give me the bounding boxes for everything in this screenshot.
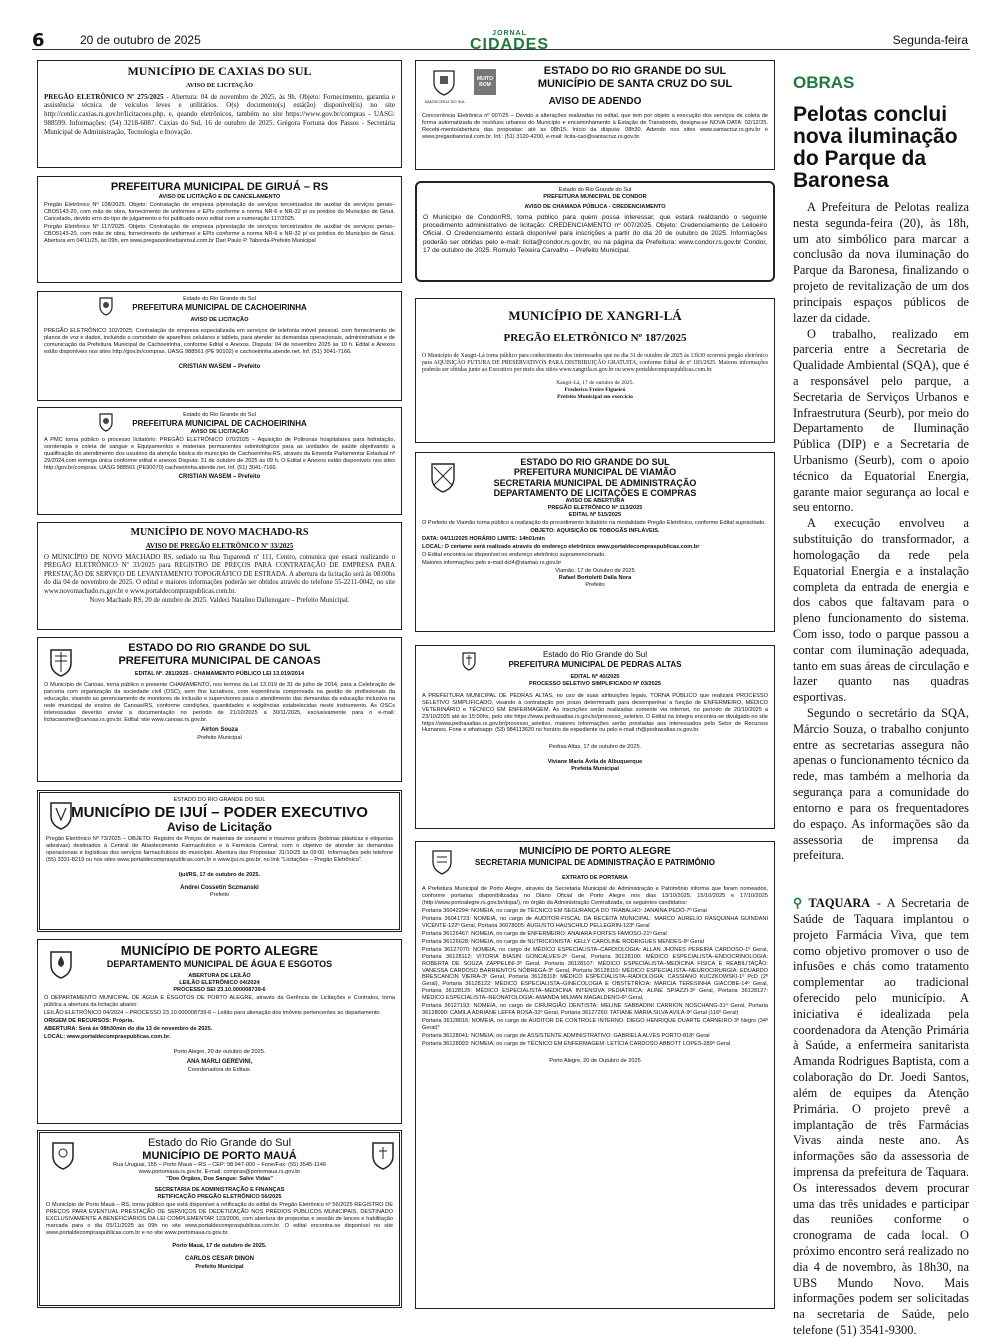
ad-state: ESTADO DO RIO GRANDE DO SUL — [128, 642, 311, 654]
ad-subtitle: AVISO DE LICITAÇÃO E DE CANCELAMENTO — [158, 193, 281, 200]
ad-date: Ijuí/RS, 17 de outubro de 2025. — [178, 871, 261, 878]
ad-title: PREFEITURA MUNICIPAL DE VIAMÃO — [513, 467, 677, 478]
ad-title: PREFEITURA MUNICIPAL DE PEDRAS ALTAS — [508, 660, 682, 669]
ad-signature: CRISTIAN WASEM – Prefeito — [178, 363, 261, 370]
ad-dmae — [37, 939, 402, 1124]
ad-title: MUNICÍPIO DE PORTO MAUÁ — [142, 1149, 297, 1162]
ad-title: MUNICÍPIO DE IJUÍ – PODER EXECUTIVO — [71, 803, 368, 821]
ad-objeto: OBJETO: AQUISIÇÃO DE TOBOGÃS INFLÁVEIS. — [530, 528, 660, 535]
ad-porto-maua — [37, 1130, 402, 1308]
crest-icon — [50, 1139, 76, 1171]
ad-signature: Rafael Bortoletti Dalla Nora — [558, 575, 632, 582]
crest-icon — [461, 651, 477, 671]
ad-signature-role: Prefeito — [585, 582, 605, 589]
article-paragraph: O trabalho, realizado em parceria entre a Secretaria de Qualidade Ambiental (SQA), que é a responsável pelo parque, a Secretaria de Serviços Urbanos e Infraestrutura (Seurb), por meio do Departamento de Iluminação Pública (DIP) e a Secretaria de Urbanismo (Seurb), com o apoio técnico da Equatorial Energia, garante maior segurança ao local e seu entorno. — [793, 326, 969, 515]
ad-heading: RETIFICAÇÃO PREGÃO ELETRÔNICO 56/2025 — [157, 1194, 282, 1201]
ad-heading: SECRETARIA DE ADMINISTRAÇÃO E FINANÇAS — [154, 1187, 285, 1194]
ad-body: O Município de Condor/RS, torna público para quem possa interessar, que estará realizando o seguinte procedimento administrativo de licitação: CREDENCIAMENTO nº 007/2025. Objeto: Credenciamento de Leiloeiro Oficial. O Credenciamento estará disponível para inscrições a partir do dia 20 de outubro de 2025. Informações poderão ser obtidas pelo e-mail: licita@condor.rs.gov.br, ou na página da Prefeitura: www.condor.rs.gov.br Condor, 17 de outubro de 2025. Romulo Teixeira Carvalho – Prefeito Municipal. — [423, 213, 767, 254]
ad-condor — [415, 181, 775, 282]
ad-date: Porto Alegre, 20 de Outubro de 2025 — [549, 1058, 641, 1065]
ad-signature-role: Prefeito — [209, 892, 230, 899]
ad-body: Pregão Eletrônico Nº 73/2025 – OBJETO: Registro de Preços de materiais de consumo e insumos gráficos (bobinas plásticas e etiquetas adesivas) destinados à Central de Abastecimento Farmacêutico e à Farmácia Central, com o objetivo de atender às demandas operacionais e logísticas dos serviços farmacêuticos do município. Abertura das Propostas: 31/10/25 às 09:00. Informações pelo telefone (55) 3331-8219 ou nos sites www.portaldecompraspublicas.com.br e www.ijui.rs.gov.br, no link "Licitações – Pregão Eletrônico". — [46, 836, 393, 863]
ad-subtitle: AVISO DE LICITAÇÃO — [190, 316, 249, 323]
ad-state: Estado do Rio Grande do Sul — [147, 1137, 292, 1149]
page-number: 6 — [32, 30, 45, 51]
ad-heading: EDITAL Nº 40/2025 — [570, 673, 620, 680]
ad-heading: EXTRATO DE PORTARIA — [562, 874, 628, 881]
ad-signature: Viviane Maria Ávila de Albuquerque — [547, 759, 643, 766]
ad-signature-role: Prefeito Municipal — [197, 734, 242, 741]
portaria-item: Portaria 36127193: NOMEIA, no cargo de CIRURGIÃO DENTISTA: MELINE SABBADINI CARRION NOSCHANG-31º Geral, Portaria 36128090: CAMILA ADRIANE LEFFA ROSA-32º Geral, Portaria 36127260: TATIANE MARIA SILVA AVILA-9º Geral (116º Geral) — [422, 1003, 768, 1017]
ad-cachoeirinha-2 — [37, 407, 402, 515]
ad-title: PREFEITURA MUNICIPAL DE CANOAS — [118, 654, 321, 667]
ad-state: ESTADO DO RIO GRANDE DO SUL — [543, 65, 727, 77]
location-pin-icon: ⚲ — [793, 896, 803, 911]
crest-icon — [48, 948, 74, 980]
ad-signature-role: Prefeito Municipal em exercício — [557, 394, 633, 401]
ad-abertura: ABERTURA: Será às 08h30min do dia 13 de novembro de 2025. — [44, 1026, 213, 1033]
ad-canoas — [37, 637, 402, 782]
ad-web: www.portomaua.rs.gov.br. E-mail: compras@portomaua.rs.gov.br — [138, 1169, 301, 1176]
ad-data: DATA: 04/11/2025 HORÁRIO LIMITE: 14h01min — [422, 536, 545, 543]
ad-heading: EDITAL Nº 515/2025 — [568, 512, 622, 519]
ad-address: Rua Uruguai, 155 – Porto Mauá – RS – CEP: 98.947-000 – Fone/Fax: (55) 3545-1146 — [113, 1162, 326, 1169]
ad-subtitle: EDITAL Nº. 281/2025 - CHAMAMENTO PÚBLICO LEI 13.019/2014 — [134, 671, 305, 678]
ad-body: A PMC torna público o processo licitatório: PREGÃO ELETRÔNICO 070/2025 – Aquisição de Poltronas hospitalares para hidratação, soroterapia e coleta de sangue e Equipamentos e materiais permanentes odontológicos para as unidades de saúde objetivando a qualificação do atendimento dos usuários da atenção básica do município de Cachoeirinha-RS, através da Emenda Parlamentar Estadual nº 29/2024,com entrega única conforme edital e anexos Disputa: 31 de outubro de 2025 às 09 h. O Edital e Anexos estão disponíveis nos sites http://gov.br/compras, UASG 988561 (PE90070) cachoeirinha.atende.net. Inf. (51) 3041-7166. — [44, 436, 395, 471]
crest-icon — [48, 646, 74, 678]
ad-date: Xangri-Lá, 17 de outubro de 2025. — [556, 380, 634, 387]
ad-body: - Abertura: 04 de novembro de 2025, às 9h. Objeto: Fornecimento, garantia e assistência técnica de veículos leves e utilitários. O(s) documento(s) está(ão) disponível(is) no site http://cenlic.caxias.rs.gov.br/licitacoes.php, e, quando eletrônicos, também no site https://www.gov.br/compras - UASG: 988599. Informações: (54) 3218-6087. Caxias do Sul, 16 de outubro de 2025. Grégora Fortuna dos Passos - Secretária Municipal de Administração, Tecnologia e Inovação. — [44, 92, 396, 136]
ad-date: Porto Mauá, 17 de outubro de 2025. — [172, 1243, 267, 1250]
ad-paragraph: Pregão Eletrônico Nº 117/2025. Objeto: Contratação de empresa p/prestação de serviços terceirizados de auxiliar de serviços gerais–CBO5143-20, com mão de obra, fornecimento de uniformes e EPIs conforme a norma NR-6 e NR-32 p/ os prédios do Município de Giruá. Abertura em 04/11/25, às 09h, em www.pregaoonlinebanrisul.com.br Dari Paulo P. Taborda-Prefeito Municipal — [44, 223, 395, 244]
header-weekday: Segunda-feira — [892, 33, 968, 47]
ad-signature-role: Prefeita Municipal — [571, 766, 619, 773]
ad-signature: Airton Souza — [201, 727, 238, 734]
ad-signature: Andrei Cossetin Sczmanski — [180, 884, 259, 891]
ad-subtitle: AVISO DE CHAMADA PÚBLICA - CREDENCIAMENTO — [524, 203, 666, 210]
ad-signature: Frederico Freire Figueiró — [564, 387, 626, 394]
portaria-item: Portaria 36127070: NOMEIA, no cargo de MÉDICO ESPECIALISTA–CARDIOLOGIA: ALLAN JHONES PEREIRA CARDOSO-1º Geral, Portaria 36128112: VITORIA BIASIN GONCALVES-2º Geral, Portaria 36128100: MÉDICO ESPECIALISTA–ENDOCRINOLOGIA: ROBERTA DE SOUZA ZAPPELINI-3º Geral, Portaria 36128107: MÉDICO ESPECIALISTA–MEDICINA FÍSICA E REABILITAÇÃO: VANESSA CARDOSO BARRIENTOS NÓBREGA-3º Geral, Portaria 36128110: MÉDICO ESPECIALISTA–NEUROCIRURGIA: EDUARDO BRESCANCIN VIEIRA-3º Geral, Portaria 36128118: MÉDICO ESPECIALISTA–RADIOLOGIA: CASSIANO KUCZKOWSKI-1º PcD (2º Geral), Portaria 36128122: MÉDICO ESPECIALISTA–GINECOLOGIA E OBSTETRÍCIA: MARCIA TERESINHA GIACOBE-14º Geral, Portaria 36128125: MÉDICO ESPECIALISTA–MEDICINA INTENSIVA PEDIÁTRICA: ALINE SPIAZZI-3º Geral, Portaria 36128127: MÉDICO ESPECIALISTA–NEONATOLOGIA: AMANDA MILMAN MAGALDENO-6º Geral, — [422, 946, 768, 1002]
ad-santa-cruz — [415, 60, 775, 170]
ad-title: MUNICÍPIO DE SANTA CRUZ DO SUL — [537, 77, 733, 90]
ad-state: ESTADO DO RIO GRANDE DO SUL — [173, 797, 266, 803]
ad-title: MUNICÍPIO DE PORTO ALEGRE — [519, 846, 671, 857]
ad-body: A Prefeitura Municipal de Porto Alegre, através da Secretaria Municipal de Administração e Patrimônio informa que foram nomeados, conforme portarias disponibilizadas no Diário Oficial de Porto Alegre nos dias 13/10/2025, 15/10/2025 e 17/10/2025 (http://www.portoalegre.rs.gov.br/dopa/), no órgão da Administração Centralizada, os seguintes candidatos: — [422, 885, 768, 906]
ad-motto: "Doe Órgãos, Doe Sangue: Salve Vidas" — [166, 1176, 273, 1183]
portaria-item: Portaria 36126628: NOMEIA, no cargo de NUTRICIONISTA: KELLY CAROLINE RODRIGUES MENDES-9º Geral — [422, 938, 704, 945]
ad-heading: PREGÃO ELETRÔNICO Nº 113/2025 — [547, 505, 643, 512]
ad-heading: LEILÃO ELETRÔNICO 04/2024 — [179, 980, 260, 987]
article-paragraph: Segundo o secretário da SQA, Márcio Souza, o trabalho conjunto entre as secretarias assegura não apenas o funcionamento técnico da rede, mas também a melhoria da segurança para a comunidade do entorno e para os frequentadores do espaço. As informações são da assessoria de imprensa da prefeitura. — [793, 706, 969, 863]
portaria-item: Portaria 36128041: NOMEIA, no cargo de ASSISTENTE ADMINISTRATIVO: GABRIELA ALVES PORTO-818º Geral — [422, 1033, 710, 1040]
ad-heading: ABERTURA DE LEILÃO — [188, 973, 251, 980]
ad-state: ESTADO DO RIO GRANDE DO SUL — [520, 457, 670, 467]
ad-state: Estado do Rio Grande do Sul — [542, 650, 648, 659]
crest-icon — [428, 461, 458, 495]
ad-state: Estado do Rio Grande do Sul — [183, 296, 256, 302]
ad-title: MUNICÍPIO DE PORTO ALEGRE — [120, 943, 319, 958]
ad-date: Porto Alegre, 20 de outubro de 2025. — [173, 1049, 266, 1056]
ad-porto-alegre-smap — [415, 841, 775, 1309]
section-label: OBRAS — [793, 73, 855, 92]
ad-body: O DEPARTAMENTO MUNICIPAL DE ÁGUA E ESGOTOS DE PORTO ALEGRE, através da Gerência de Licitações e Contratos, torna pública a abertura da licitação abaixo: — [44, 995, 395, 1009]
ad-body: O Prefeito de Viamão torna público a realização do procedimento licitatório na modalidade Pregão Eletrônico, conforme Edital supracitado. — [422, 520, 766, 527]
ad-subtitle: SECRETARIA MUNICIPAL DE ADMINISTRAÇÃO E PATRIMÔNIO — [475, 857, 715, 867]
ad-heading: AVISO DE ABERTURA — [565, 498, 625, 505]
ad-heading: PROCESSO SELETIVO SIMPLIFICADO Nº 03/2025 — [529, 680, 661, 687]
ad-date: Viamão, 17 de Outubro de 2025 — [555, 568, 635, 575]
ad-title: PREFEITURA MUNICIPAL DE CACHOEIRINHA — [132, 418, 307, 428]
crest-icon — [98, 296, 114, 316]
ad-novo-machado — [37, 522, 402, 630]
portaria-item: Portaria 36042294: NOMEIA, no cargo de TÉCNICO EM SEGURANÇA DO TRABALHO: JANAINA PEDÓ-7º Geral — [422, 907, 707, 914]
ad-signature: Novo Machado RS, 20 de outubro de 2025. Valdeci Natalino Dallenogare – Prefeito Municipal. — [89, 597, 350, 605]
header-date: 20 de outubro de 2025 — [80, 33, 201, 47]
ad-body: O MUNICÍPIO DE NOVO MACHADO RS, sediado na Rua Tuparendi nº 111, Centro, comunica que estará realizando o PREGÃO ELETRÔNICO Nº 33/2025 para REGISTRO DE PREÇOS PARA CONTRATAÇÃO DE EMPRESA PARA PRESTAÇÃO DE SERVIÇO DE LEVANTAMENTO TOPOGRÁFICO DE ESTRADA. A abertura da licitação será às 08:00hs do dia 04 de novembro de 2025. O edital e maiores informações poderão ser obtidos através do telefone 55-2211-0042, no site www.novomachado.rs.gov.br e www.portaldecompraspublicas.com.br. — [44, 553, 395, 595]
portaria-item: Portaria 36128016: NOMEIA, no cargo de AUDITOR DE CONTROLE INTERNO: DIEGO HENRIQUE DUARTE CARNEIRO-3º Negro (34º Geral)* — [422, 1018, 768, 1032]
ad-viamao — [415, 452, 775, 632]
portaria-item: Portaria 36128093: NOMEIA, no cargo de TÉCNICO EM ENFERMAGEM: LETÍCIA CARDOSO ABBOTT LOPES-289º Geral — [422, 1041, 731, 1048]
ad-body: Concorrência Eletrônica nº 007/25 – Devido a alterações realizadas no edital, que tem por objeto a execução dos serviços de coleta de forma automatizada de resíduos urbanos do Município e encaminhamento à Estação de Transbordo, designa-se NOVA DATA: 02/12/25. Recebi-mento/abertura das propostas: até as 08h15. Início da disputa: 08h30. Adendo nos sites www.santacruz.rs.gov.br e www.pregaobanrisul.com.br. Inf.: (51) 3120-4200, e-mail: licita-cao@santacruz.rs.gov.br. — [422, 112, 768, 140]
ad-signature-role: Prefeito Municipal — [195, 1263, 244, 1270]
ad-local: LOCAL: O certame será realizado através do endereço eletrônico www.portaldecompraspublicas.com.br — [422, 544, 700, 551]
article-paragraph: A Prefeitura de Pelotas realiza nesta segunda-feira (20), às 18h, um ato simbólico para marcar a conclusão da nova iluminação do Parque da Baronesa, finalizando o projeto de revitalização de um dos principais espaços públicos de lazer da cidade. — [793, 200, 969, 325]
ad-signature: ANA MARLI GEREVINI, — [186, 1059, 253, 1066]
brief-location: TAQUARA — [808, 896, 871, 911]
secondary-logo: MUITO BOM — [474, 69, 496, 95]
logo-top: JORNAL — [492, 30, 527, 37]
article-paragraph: A execução envolveu a substituição do transformador, a homologação da rede pela Equatorial Energia e a instalação completa da entrada de energia e dos cabos que faltavam para o pleno funcionamento do sistema. Com isso, todo o parque passou a contar com iluminação adequada, tanto em suas áreas de circulação e lazer quanto nas quadras esportivas. — [793, 516, 969, 705]
ad-xangri-la — [415, 298, 775, 443]
ad-line: Maiores informações pelo e-mail dcl4@viamao.rs.gov.br — [422, 560, 562, 567]
ad-title: PREFEITURA MUNICIPAL DE CONDOR — [543, 193, 647, 200]
ad-subtitle: AVISO DE PREGÃO ELETRÔNICO Nº 33/2025 — [145, 542, 294, 550]
ad-subtitle: DEPARTAMENTO MUNICIPAL DE ÁGUA E ESGOTOS — [106, 958, 333, 969]
portaria-item: Portaria 36041723: NOMEIA, no cargo de AUDITOR-FISCAL DA RECEITA MUNICIPAL: MARCO AURELIO RASQUINHA GUINDANI VICENTE-122º Geral, Portaria 36078005: AUGUSTO HAUSCHILD PELLEGRIN-123º Geral — [422, 915, 768, 929]
crest-icon — [98, 412, 114, 432]
logo-main: CIDADES — [470, 36, 550, 53]
crest-icon — [430, 67, 458, 97]
ad-subtitle: AVISO DE ADENDO — [548, 96, 642, 108]
ad-subtitle: AVISO DE LICITAÇÃO — [190, 428, 249, 435]
portaria-list — [422, 908, 768, 1049]
ad-title: MUNICÍPIO DE CAXIAS DO SUL — [127, 64, 312, 78]
ad-title: MUNICÍPIO DE NOVO MACHADO-RS — [130, 527, 309, 538]
ad-body: PREGÃO ELETRÔNICO 102/2025: Contratação de empresa especializada em serviços de telefonia móvel pessoal, com fornecimento de planos de voz e dados, incluindo o comodato de aparelhos celulares e tablets, para atender às demandas operacionais, administrativas e de comunicação da Prefeitura Municipal de Cachoeirinha, conforme Edital e Anexos. Disputa: 04 de novembro 2025 às 10 h. Edital e Anexos estão disponíveis nos sites http://gov.br/compras, UASG 988561 (PE 90102) e cachoeirinha.atende.net. Inf. (51) 3041-7166. — [44, 327, 395, 355]
ad-body: A PREFEITURA MUNICIPAL DE PEDRAS ALTAS, no uso de suas atribuições legais, TORNA PÚBLICO que realizará PROCESSO SELETIVO SIMPLIFICADO, visando à contratação por prazo determinado para desempenhar a função de ENFERMEIRO, MÉDICO VETERINÁRIO e TÉCNICO EM ENFERMAGEM. As inscrições serão realizadas somente via internet, no período de 20/10/2025 a 23/10/2025 até às 15:00hs, pelo site https://www.pedrasaltas.rs.gov.br/processo_seletivo. O Edital na íntegra encontra-se divulgado no site https://www.pedrasaltas.rs.gov.br/processo_seletivo, maiores informações serão prestadas aos interessados pelo Setor de Recursos Humanos, Fone e whatsapp: (53) 984113620 no horário de expediente ou pelo e-mail rh@pedrasaltas.rs.gov.br. — [422, 692, 768, 734]
header-rule — [32, 49, 970, 50]
ad-date: Pedras Altas, 17 de outubro de 2025. — [548, 744, 642, 751]
ad-origem: ORIGEM DE RECURSOS: Própria. — [44, 1018, 134, 1025]
ad-state: Estado do Rio Grande do Sul — [183, 412, 256, 418]
article-body — [793, 200, 969, 1339]
ad-title: MUNICÍPIO DE XANGRI-LÁ — [508, 308, 682, 323]
ad-state: Estado do Rio Grande do Sul — [558, 187, 632, 193]
article-headline: Pelotas conclui nova iluminação do Parque da Baronesa — [793, 103, 958, 193]
page-header — [0, 0, 1003, 53]
ad-title: PREFEITURA MUNICIPAL DE CACHOEIRINHA — [132, 302, 307, 312]
crest-icon — [48, 799, 74, 831]
ad-title: DEPARTAMENTO DE LICITAÇÕES E COMPRAS — [493, 488, 697, 499]
ad-subtitle: AVISO DE LICITAÇÃO — [186, 81, 253, 89]
ad-line: O Edital encontra-se disponível no endereço eletrônico supramencionado. — [422, 552, 606, 559]
ad-pedras-altas — [415, 645, 775, 829]
ad-lote: LEILÃO ELETRÔNICO 04/2024 – PROCESSO 23.10.000008739-6 – Leilão para alienação dos imóveis pertencentes ao departamento. — [44, 1010, 382, 1017]
ad-girua — [37, 176, 402, 283]
ad-title: SECRETARIA MUNICIPAL DE ADMINISTRAÇÃO — [493, 477, 697, 488]
ad-signature-role: Coordenadora de Editais. — [187, 1066, 252, 1073]
ad-heading: PROCESSO SEI 23.10.000008739-6 — [173, 987, 266, 994]
portaria-item: Portaria 36126467: NOMEIA, no cargo de ENFERMEIRO: ANAIARA FORTES FAMOSO-21º Geral — [422, 930, 667, 937]
ad-body: O Município de Xangri-Lá torna público para conhecimento dos interessados que no dia 31 de outubro de 2025 às 13h30 ocorrerá pregão eletrônico para AQUISIÇÃO FUTURA DE PRESERVATIVOS PARA DISTRIBUIÇÃO GRATUITA, conforme Edital de nº 183/2025. Maiores informações poderão ser obtidas junto ao Executivo por meio dos sitios www.xangrila.rs.gov.br ou www.portaldecompraspublicas.com.br. — [422, 352, 768, 374]
ad-subtitle: Aviso de Licitação — [167, 820, 272, 835]
ad-body: O Município de Canoas, torna público o presente CHAMAMENTO, nos termos da Lei 13.019 de 31 de julho de 2014, para a Celebração de parceria com organização da sociedade civil (OSC), sem fins lucrativos, com experiência comprovada na gestão de profissionais da educação, visando ao gerenciamento de monitores de inclusão e supervisores para o atendimento das demandas da educação inclusiva na rede municipal de ensino de Canoas/RS, conforme condições, quantidades e exigências estabelecidas neste instrumento. As OSCs interessadas deverão enviar a documentação no período de 21/10/2025 a 30/11/2025, exclusivamente para o e-mail: licitacaosme@canoas.rs.gov.br. Edital: site www.canoas.rs.gov.br. — [44, 682, 395, 724]
ad-signature: CARLOS CESAR DINON — [184, 1256, 254, 1263]
crest-icon — [370, 1139, 396, 1171]
ad-cachoeirinha-1 — [37, 291, 402, 401]
article-brief — [793, 896, 969, 1339]
ad-caxias — [37, 60, 402, 168]
ad-ijui — [37, 790, 402, 932]
ad-lead: PREGÃO ELETRÔNICO Nº 275/2025 — [44, 92, 164, 101]
ad-signature: CRISTIAN WASEM – Prefeito — [178, 474, 261, 481]
brief-text: - A Secretaria de Saúde de Taquara implantou o projeto Farmácia Viva, que tem como objetivo promover o uso de infusões e chás como tratamento complementar ao tradicional oferecido pelo município. A iniciativa é idealizada pela coordenadora da Atenção Primária à Saúde, a enfermeira sanitarista Amanda Rodrigues Baptista, com a colaboração do Dr. Joedi Santos, além de equipes da Atenção Primária. O projeto prevê a implantação de três Farmácias Vivas ainda neste ano. As informações são da assessoria de imprensa da prefeitura de Taquara. Os interessados devem procurar uma das três unidades e participar das reuniões conforme o cronograma de cada local. O próximo encontro será realizado no dia 4 de novembro, às 18h30, na UBS Mundo Novo. Mais informações podem ser solicitadas na secretaria de Saúde, pelo telefone (51) 3541-9300. — [793, 896, 969, 1338]
ad-paragraph: Pregão Eletrônico Nº 108/2025. Objeto: Contratação de empresa p/prestação de serviços terceirizados de auxiliar de serviços gerais–CBO5143-20, com mão de obra, fornecimento de uniformes e EPIs conforme a norma NR-6 e NR-32 p/ os prédios do Município de Giruá. Cancelado, devido erro do tipo de julgamento e foi publicado novo edital com a numeração 117/2025. — [44, 201, 395, 222]
ad-title: PREFEITURA MUNICIPAL DE GIRUÁ – RS — [110, 181, 329, 193]
ad-subtitle: PREGÃO ELETRÔNICO Nº 187/2025 — [503, 331, 687, 344]
ad-local: LOCAL: www.portaldecompraspublicas.com.br. — [44, 1034, 171, 1041]
crest-icon — [430, 848, 454, 876]
logo-caption: SANTA CRUZ DO SUL — [424, 99, 466, 104]
ad-body: O Município de Porto Mauá – RS, torna público que está disponível a retificação do edital de Pregão Eletrônico nº 56/2025 REGISTRO DE PREÇOS PARA EVENTUAL PRESTAÇÃO DE SERVIÇOS DE DEDETIZAÇÃO NOS PRÉDIOS PÚBLICOS MUNICIPAIS, DESTINADO EXCLUSIVAMENTE A BENEFICIÁRIOS DA LEI COMPLEMENTAR 123/2006, com abertura de propostas e sessão de lances e habilitação marcada para o dia 05/11/2025 às 09h no site www.portaldecompraspublicas.com.br. O edital encontra-se disponível no site www.portaldecompraspublicas.com.br e no site www.portomaua.rs.gov.br. — [46, 1202, 393, 1237]
